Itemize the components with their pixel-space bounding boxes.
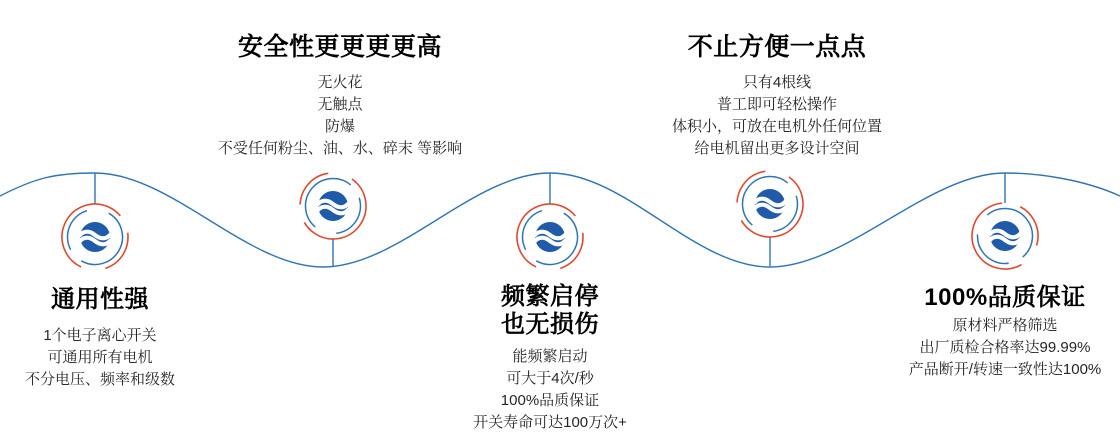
section-item: 能频繁启动 bbox=[512, 348, 588, 365]
wave-logo-icon bbox=[989, 221, 1021, 251]
section-items bbox=[672, 72, 882, 160]
node-frequent-start-stop bbox=[506, 193, 594, 281]
node-safety bbox=[287, 160, 379, 252]
section-title: 不止方便一点点 bbox=[687, 33, 867, 61]
section-item: 普工即可轻松操作 bbox=[716, 96, 838, 113]
section-item: 1个电子离心开关 bbox=[43, 327, 157, 344]
section-item: 100%品质保证 bbox=[500, 392, 600, 409]
wave-logo-icon bbox=[79, 222, 111, 252]
section-item: 无触点 bbox=[317, 96, 363, 113]
section-items bbox=[473, 346, 627, 434]
node-convenience bbox=[724, 158, 816, 250]
wave-logo-icon bbox=[317, 191, 349, 221]
section-item: 只有4根线 bbox=[742, 74, 812, 91]
section-item: 原材料严格筛选 bbox=[952, 317, 1058, 334]
wave-line bbox=[0, 173, 1120, 267]
section-item: 不分电压、频率和级数 bbox=[24, 371, 176, 388]
section-item: 出厂质检合格率达99.99% bbox=[919, 339, 1091, 356]
section-item: 防爆 bbox=[324, 118, 356, 135]
wave-logo-icon bbox=[754, 189, 786, 219]
wave-logo-icon bbox=[534, 222, 566, 252]
section-items bbox=[909, 315, 1102, 381]
section-items bbox=[218, 72, 462, 160]
section-item: 可大于4次/秒 bbox=[506, 370, 594, 387]
section-universality bbox=[25, 286, 175, 391]
node-universality bbox=[51, 193, 139, 281]
section-item: 给电机留出更多设计空间 bbox=[694, 140, 860, 157]
section-item: 体积小，可放在电机外任何位置 bbox=[671, 118, 883, 135]
section-frequent-start-stop bbox=[473, 283, 627, 434]
section-safety bbox=[218, 33, 462, 160]
section-quality bbox=[909, 284, 1102, 381]
section-title: 也无损伤 bbox=[500, 311, 599, 338]
section-item: 无火花 bbox=[317, 74, 363, 91]
section-convenience bbox=[672, 33, 882, 160]
section-item: 可通用所有电机 bbox=[47, 349, 153, 366]
section-item: 不受任何粉尘、油、水、碎末 等影响 bbox=[217, 140, 463, 157]
section-items bbox=[25, 325, 175, 391]
section-title: 通用性强 bbox=[50, 286, 149, 313]
section-title: 频繁启停 bbox=[500, 283, 599, 310]
section-title: 安全性更更更更高 bbox=[237, 33, 443, 61]
section-item: 开关寿命可达100万次+ bbox=[473, 414, 627, 431]
section-title: 100%品质保证 bbox=[924, 284, 1086, 311]
node-quality bbox=[960, 191, 1050, 281]
section-item: 产品断开/转速一致性达100% bbox=[908, 361, 1102, 378]
